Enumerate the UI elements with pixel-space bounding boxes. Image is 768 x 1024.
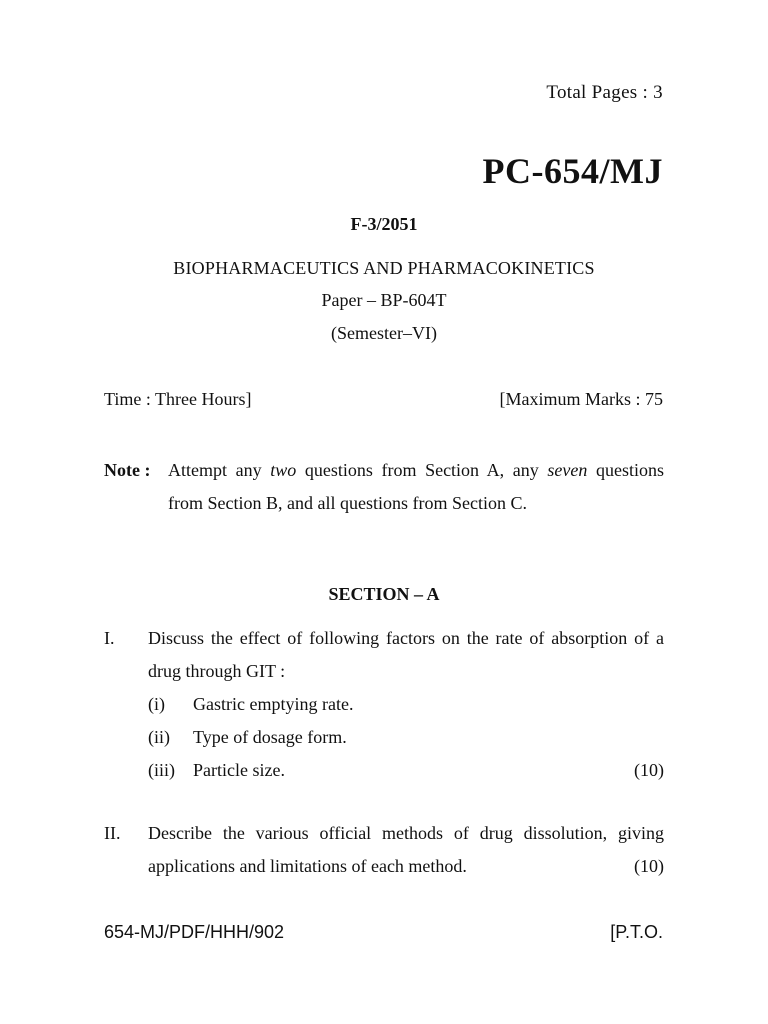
footer-code: 654-MJ/PDF/HHH/902 — [104, 922, 285, 942]
page-turn-over: [P.T.O. — [610, 922, 663, 942]
sub-question — [148, 721, 664, 754]
total-pages: Total Pages : 3 — [546, 82, 663, 103]
note-emphasis-two: two — [270, 460, 297, 480]
question-2 — [104, 817, 664, 883]
question-marks: (10) — [634, 760, 664, 780]
instructions-note — [104, 454, 664, 520]
note-text-3: questions from Section B, and all questions from Section C. — [168, 460, 664, 513]
sub-question-text: Particle size. — [193, 760, 285, 780]
sub-question-text: Type of dosage form. — [193, 727, 347, 747]
sub-question — [148, 688, 664, 721]
paper-code: PC-654/MJ — [482, 151, 663, 191]
question-number: II. — [104, 823, 121, 843]
sub-question-number: (i) — [148, 694, 165, 714]
question-text: Discuss the effect of following factors on the rate of absorption of a drug through GIT : — [148, 628, 664, 681]
semester: (Semester–VI) — [331, 323, 437, 343]
sub-question-text: Gastric emptying rate. — [193, 694, 354, 714]
form-code: F-3/2051 — [350, 214, 418, 234]
question-number: I. — [104, 628, 115, 648]
note-label: Note : — [104, 460, 151, 480]
question-text: Describe the various official methods of drug dissolution, giving applications and limitations of each method. — [148, 823, 664, 876]
question-1 — [104, 622, 664, 787]
exam-time: Time : Three Hours] — [104, 389, 252, 409]
note-emphasis-seven: seven — [547, 460, 588, 480]
note-text — [168, 454, 664, 520]
question-marks: (10) — [634, 856, 664, 876]
note-text-1: Attempt any — [168, 460, 271, 480]
maximum-marks: [Maximum Marks : 75 — [499, 389, 663, 409]
section-a-title: SECTION – A — [328, 584, 440, 604]
sub-question-number: (ii) — [148, 727, 170, 747]
subject-title: BIOPHARMACEUTICS AND PHARMACOKINETICS — [173, 258, 595, 278]
sub-question-number: (iii) — [148, 760, 175, 780]
paper-number: Paper – BP-604T — [321, 290, 447, 310]
note-text-2: questions from Section A, any — [296, 460, 548, 480]
sub-question — [148, 754, 664, 787]
